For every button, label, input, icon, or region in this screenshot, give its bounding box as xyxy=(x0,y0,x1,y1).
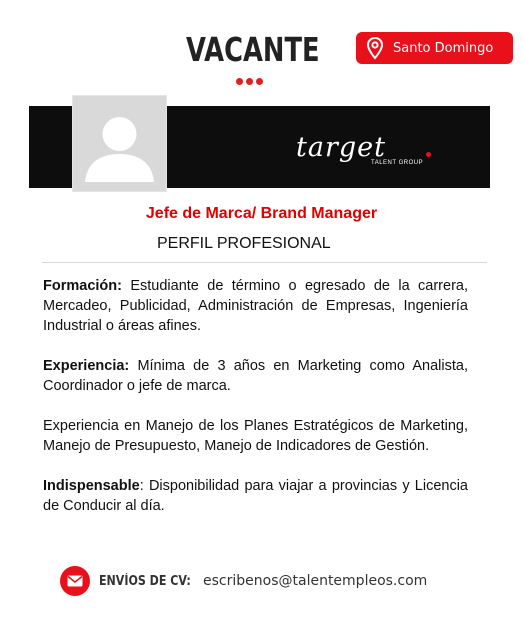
indispensable-paragraph xyxy=(43,476,468,516)
experiencia-extra-paragraph: Experiencia en Manejo de los Planes Estratégicos de Marketing, Manejo de Presupuesto, Manejo de Indicadores de Gestión. xyxy=(43,418,468,454)
page-title: VACANTE xyxy=(186,30,320,69)
section-subtitle: PERFIL PROFESIONAL xyxy=(157,235,331,252)
experiencia-label: Experiencia: xyxy=(43,358,130,374)
divider xyxy=(42,262,487,263)
formacion-label: Formación: xyxy=(43,278,122,294)
location-badge xyxy=(356,32,513,64)
experiencia-text: Mínima de 3 años en Marketing como Analista, Coordinador o jefe de marca. xyxy=(43,358,468,394)
indispensable-text: : Disponibilidad para viajar a provincias y Licencia de Conducir al día. xyxy=(43,478,468,514)
brand-logo: target xyxy=(296,132,386,163)
formacion-text: Estudiante de término o egresado de la carrera, Mercadeo, Publicidad, Administración de Empresas, Ingeniería Industrial o áreas afines. xyxy=(43,278,468,334)
logo-dot-icon xyxy=(426,152,431,157)
job-title: Jefe de Marca/ Brand Manager xyxy=(145,205,378,222)
decorative-dots xyxy=(236,78,263,85)
mail-icon xyxy=(60,566,90,596)
cv-contact xyxy=(60,566,427,596)
person-silhouette-icon xyxy=(73,96,166,191)
dot-icon xyxy=(236,78,243,85)
avatar xyxy=(72,95,167,192)
indispensable-label: Indispensable xyxy=(43,478,140,494)
dot-icon xyxy=(256,78,263,85)
experiencia-paragraph xyxy=(43,356,468,396)
formacion-paragraph xyxy=(43,276,468,336)
job-description xyxy=(43,276,468,536)
cv-email-link[interactable]: escribenos@talentempleos.com xyxy=(203,573,428,589)
cv-label: ENVÍOS DE CV: xyxy=(99,573,191,589)
brand-logo-subtitle: TALENT GROUP xyxy=(371,160,424,166)
location-pin-icon xyxy=(363,36,387,60)
location-text: Santo Domingo xyxy=(393,40,494,56)
dot-icon xyxy=(246,78,253,85)
